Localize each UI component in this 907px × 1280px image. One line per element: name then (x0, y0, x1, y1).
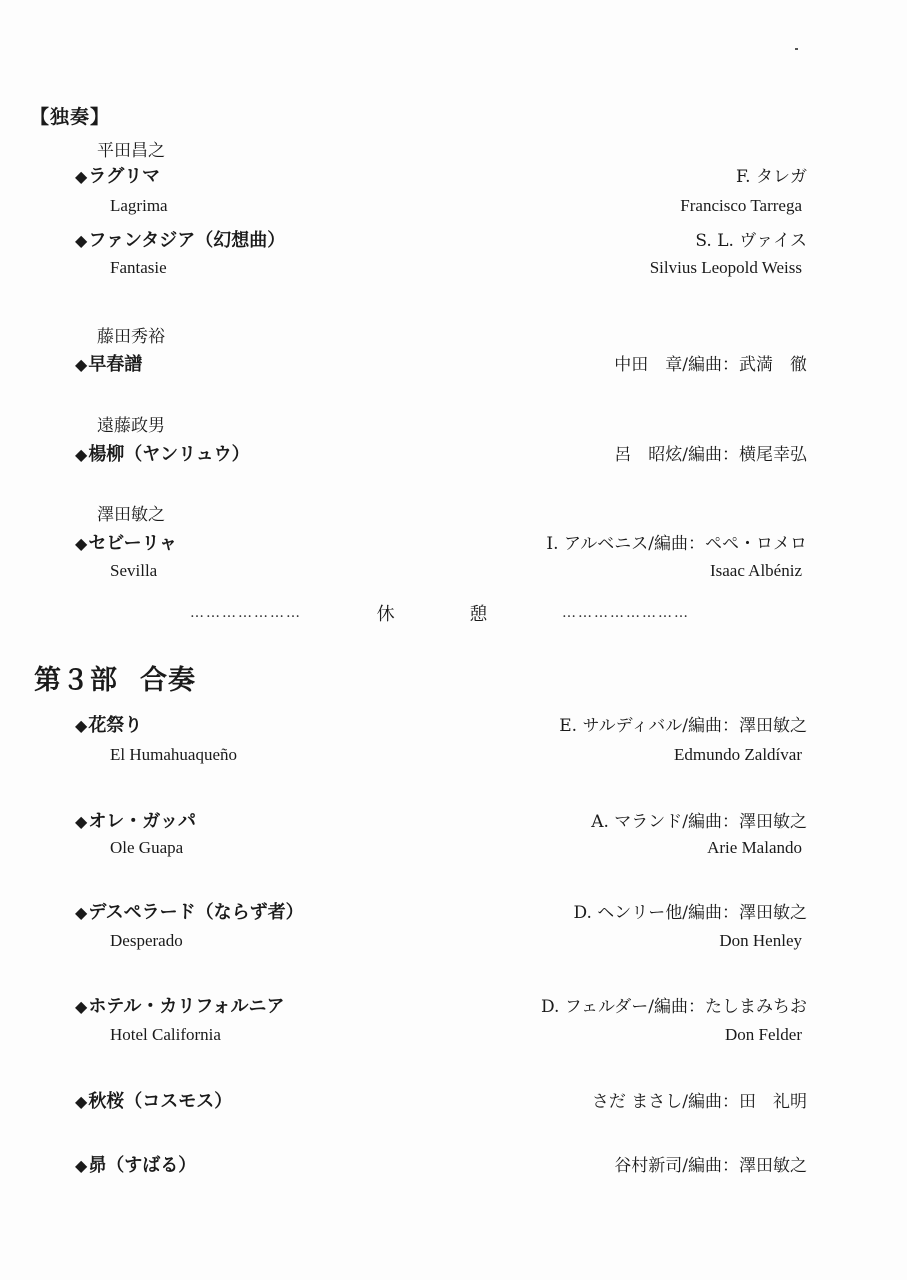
program-item-desperado (75, 898, 807, 924)
intermission-char: 憩 (469, 604, 488, 625)
diamond-bullet-icon: ◆ (75, 716, 88, 735)
composer-en: Edmundo Zaldívar (674, 745, 802, 764)
piece-title: デスペラード（ならず者） (88, 902, 304, 923)
program-item-desperado-en (110, 931, 802, 957)
program-item-soshun (75, 350, 807, 376)
dotted-leader: …………………… (561, 605, 690, 621)
composer-en: Don Henley (719, 931, 802, 950)
composer-jp: I. アルベニス/編曲：ペペ・ロメロ (546, 534, 807, 554)
diamond-bullet-icon: ◆ (75, 812, 88, 831)
composer-jp: E. サルディバル/編曲：澤田敏之 (559, 716, 807, 736)
diamond-bullet-icon: ◆ (75, 167, 88, 186)
composer-jp: 中田 章/編曲：武満 徹 (614, 355, 807, 375)
composer-jp: S. L. ヴァイス (695, 231, 807, 251)
piece-title: セビーリャ (88, 533, 178, 554)
diamond-bullet-icon: ◆ (75, 355, 88, 374)
composer-en: Isaac Albéniz (709, 561, 802, 580)
diamond-bullet-icon: ◆ (75, 445, 88, 464)
composer-jp: D. フェルダー/編曲：たしまみちお (540, 997, 807, 1017)
piece-title: 早春譜 (88, 354, 143, 375)
program-item-hotel-california-en (110, 1025, 802, 1051)
program-item-fantasie (75, 226, 807, 252)
piece-title: オレ・ガッパ (88, 811, 196, 832)
piece-title-en: Desperado (110, 931, 183, 950)
composer-en: Silvius Leopold Weiss (649, 258, 802, 277)
program-item-hotel-california (75, 992, 807, 1018)
program-item-hanamatsuri-en (110, 745, 802, 771)
piece-title: 花祭り (88, 715, 143, 736)
dotted-leader: ………………… (190, 605, 302, 621)
program-item-lagrima (75, 162, 807, 188)
program-item-oleguapa (75, 807, 807, 833)
diamond-bullet-icon: ◆ (75, 1156, 88, 1175)
part-title: 合奏 (140, 665, 196, 696)
piece-title: ホテル・カリフォルニア (88, 996, 285, 1017)
program-item-sevilla (75, 529, 807, 555)
piece-title: ファンタジア（幻想曲） (88, 230, 286, 251)
piece-title: 秋桜（コスモス） (88, 1091, 233, 1112)
piece-title-en: Hotel California (110, 1025, 221, 1044)
program-item-subaru (75, 1151, 807, 1177)
part-heading (34, 658, 218, 697)
composer-jp: 呂 昭炫/編曲：横尾幸弘 (614, 445, 807, 465)
program-item-hanamatsuri (75, 711, 807, 737)
program-item-fantasie-en (110, 258, 802, 284)
intermission-char: 休 (376, 604, 395, 625)
composer-jp: A. マランド/編曲：澤田敏之 (591, 812, 807, 832)
composer-jp: さだ まさし/編曲：田 礼明 (591, 1092, 807, 1112)
diamond-bullet-icon: ◆ (75, 534, 88, 553)
diamond-bullet-icon: ◆ (75, 997, 88, 1016)
composer-jp: D. ヘンリー他/編曲：澤田敏之 (573, 903, 807, 923)
performer-name: 平田昌之 (97, 141, 165, 161)
program-item-oleguapa-en (110, 838, 802, 864)
section-label-solo: 【独奏】 (30, 106, 111, 128)
piece-title-en: El Humahuaqueño (110, 745, 237, 764)
intermission-divider (190, 600, 690, 626)
piece-title-en: Fantasie (110, 258, 167, 277)
diamond-bullet-icon: ◆ (75, 1092, 88, 1111)
program-item-lagrima-en (110, 196, 802, 222)
composer-en: Arie Malando (707, 838, 802, 857)
program-item-yanryu (75, 440, 807, 466)
composer-en: Francisco Tarrega (680, 196, 802, 215)
piece-title-en: Ole Guapa (110, 838, 184, 857)
piece-title: 昴（すばる） (88, 1155, 197, 1176)
program-item-sevilla-en (110, 561, 802, 587)
performer-name: 遠藤政男 (97, 416, 165, 436)
diamond-bullet-icon: ◆ (75, 231, 88, 250)
program-item-cosmos (75, 1087, 807, 1113)
performer-name: 藤田秀裕 (97, 327, 165, 347)
composer-jp: 谷村新司/編曲：澤田敏之 (614, 1156, 807, 1176)
piece-title-en: Sevilla (110, 561, 158, 580)
performer-name: 澤田敏之 (97, 505, 165, 525)
composer-jp: F. タレガ (736, 167, 807, 187)
diamond-bullet-icon: ◆ (75, 903, 88, 922)
paper-speck (795, 48, 798, 50)
piece-title: ラグリマ (88, 166, 160, 187)
piece-title-en: Lagrima (110, 196, 168, 215)
piece-title: 楊柳（ヤンリュウ） (88, 444, 250, 465)
composer-en: Don Felder (725, 1025, 802, 1044)
part-number: 第３部 (34, 665, 118, 696)
